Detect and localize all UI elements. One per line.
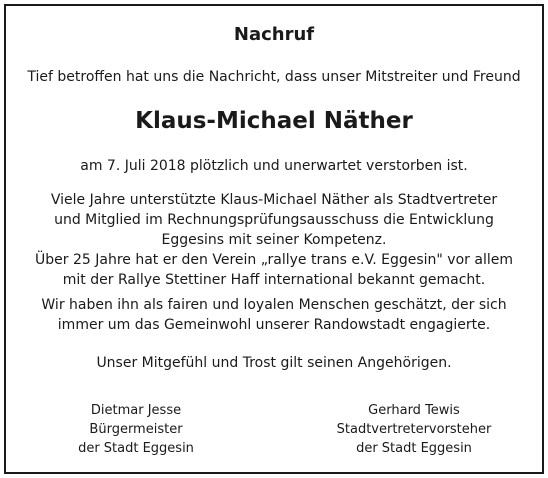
tribute-line: immer um das Gemeinwohl unserer Randowstadt engagierte. [57,317,491,333]
tribute-line: Eggesins mit seiner Kompetenz. [161,232,387,248]
signer-role: Stadtvertretervorsteher [336,422,492,437]
intro-text: Tief betroffen hat uns die Nachricht, dass unser Mitstreiter und Freund [27,69,521,85]
signer-org: der Stadt Eggesin [356,441,472,456]
deceased-name: Klaus-Michael Näther [135,108,413,134]
signer-name: Gerhard Tewis [368,403,460,418]
signer-name: Dietmar Jesse [90,403,182,418]
tribute-line: Über 25 Jahre hat er den Verein „rallye trans e.V. Eggesin" vor allem [35,252,513,268]
obituary-title: Nachruf [233,24,315,45]
tribute-line: mit der Rallye Stettiner Haff international bekannt gemacht. [62,272,486,288]
tribute-line: und Mitglied im Rechnungsprüfungsausschuss die Entwicklung [54,212,494,228]
death-date-text: am 7. Juli 2018 plötzlich und unerwartet verstorben ist. [80,158,468,174]
signature-council-chair [304,401,524,458]
obituary-frame [4,4,544,474]
tribute-paragraph-1 [6,190,542,290]
condolence-text: Unser Mitgefühl und Trost gilt seinen Angehörigen. [96,355,452,371]
tribute-line: Viele Jahre unterstützte Klaus-Michael Näther als Stadtvertreter [50,192,498,208]
signer-role: Bürgermeister [89,422,183,437]
tribute-line: Wir haben ihn als fairen und loyalen Menschen geschätzt, der sich [41,297,507,313]
tribute-paragraph-2 [6,295,542,335]
signature-mayor [26,401,246,458]
signer-org: der Stadt Eggesin [78,441,194,456]
